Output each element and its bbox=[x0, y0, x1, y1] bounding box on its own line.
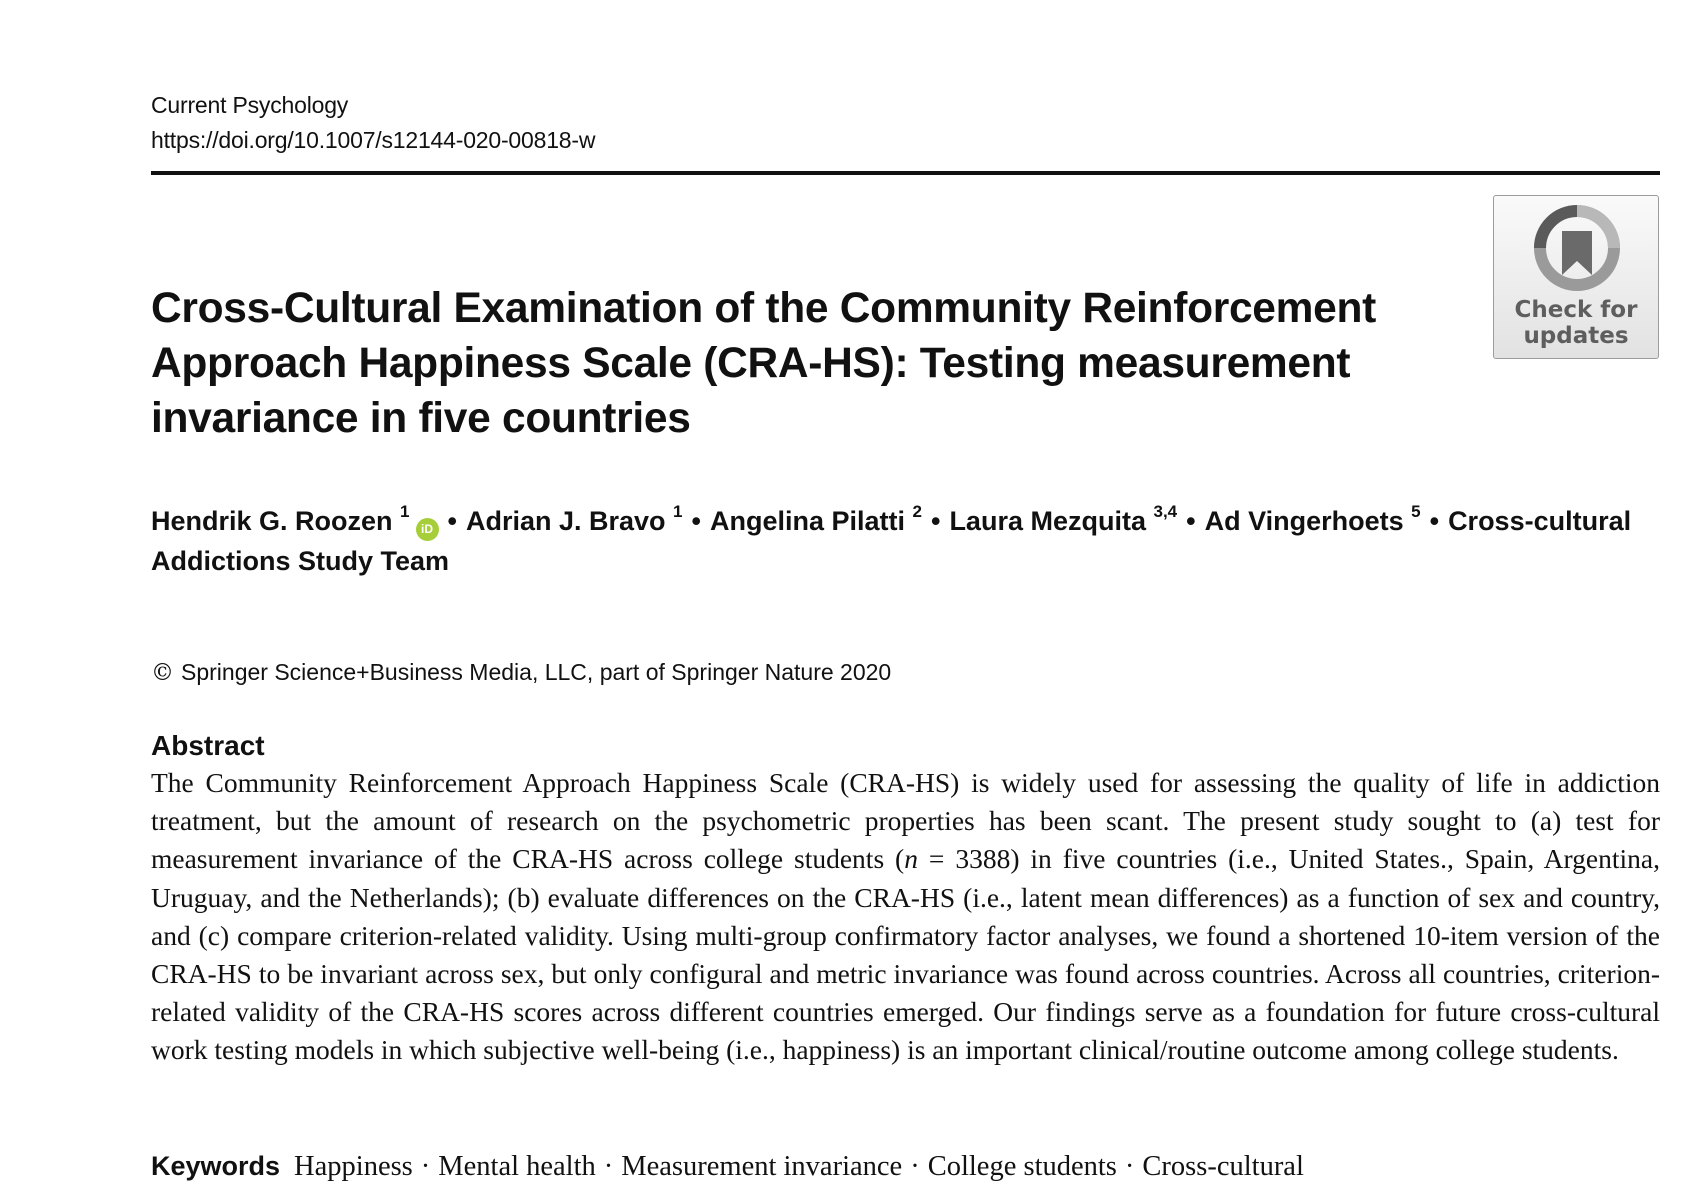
check-for-updates-button[interactable] bbox=[1493, 195, 1659, 359]
author-affiliation: 2 bbox=[912, 502, 922, 521]
orcid-icon[interactable]: iD bbox=[416, 518, 439, 541]
author[interactable] bbox=[151, 502, 439, 536]
copyright-icon: © bbox=[151, 660, 174, 686]
keyword[interactable]: Measurement invariance bbox=[621, 1151, 903, 1182]
paper-title: Cross-Cultural Examination of the Community Reinforcement Approach Happiness Scale (CRA-HS): Testing measurement invariance in five countries bbox=[151, 285, 1376, 442]
author-group[interactable]: Cross-cultural Addictions Study Team bbox=[151, 506, 1632, 576]
abstract-text-part2: ) in five countries (i.e., United States., Spain, Argentina, Uruguay, and the Netherlands); (b) evaluate differences on the CRA-HS (i.e., latent mean differences) as a function of sex and country, and (c) compare criterion-related validity. Using multi-group confirmatory factor analyses, we found a shortened 10-item version of the CRA-HS to be invariant across sex, but only configural and metric invariance was found across countries. Across all countries, criterion-related validity of the CRA-HS scores across different countries emerged. Our findings serve as a foundation for future cross-cultural work testing models in which subjective well-being (i.e., happiness) is an important clinical/routine outcome among college students. bbox=[151, 843, 1661, 1066]
crossmark-icon bbox=[1532, 203, 1622, 293]
keyword[interactable]: Happiness bbox=[294, 1151, 413, 1182]
sample-size-value: = 3388 bbox=[928, 843, 1011, 875]
author[interactable] bbox=[709, 502, 922, 536]
author[interactable] bbox=[1204, 502, 1421, 536]
author-separator: • bbox=[930, 506, 941, 536]
author-list bbox=[151, 495, 1651, 581]
keyword[interactable]: College students bbox=[927, 1151, 1117, 1182]
abstract-heading: Abstract bbox=[151, 730, 265, 761]
abstract-text-part1: The Community Reinforcement Approach Happiness Scale (CRA-HS) is widely used for assessing the quality of life in addiction treatment, but the amount of research on the psychometric properties has been scant. The present study sought to (a) test for measurement invariance of the CRA-HS across college students ( bbox=[151, 767, 1660, 875]
author[interactable] bbox=[465, 502, 683, 536]
copyright-notice bbox=[151, 655, 891, 690]
author-name: Hendrik G. Roozen bbox=[151, 506, 393, 536]
author-name: Angelina Pilatti bbox=[709, 506, 905, 536]
journal-header bbox=[151, 88, 595, 158]
keyword-separator: · bbox=[420, 1151, 431, 1182]
header-divider bbox=[151, 171, 1660, 175]
check-for-updates-label: Check for updates bbox=[1514, 297, 1638, 349]
keyword-separator: · bbox=[910, 1151, 920, 1182]
keyword[interactable]: Cross-cultural bbox=[1142, 1151, 1304, 1182]
author-separator: • bbox=[691, 506, 701, 536]
author-separator: • bbox=[1429, 506, 1440, 536]
copyright-text: Springer Science+Business Media, LLC, part of Springer Nature 2020 bbox=[181, 659, 892, 685]
sample-size-symbol: n bbox=[904, 843, 918, 875]
journal-name: Current Psychology bbox=[151, 92, 349, 118]
abstract-text bbox=[151, 764, 1660, 1070]
doi-link[interactable]: https://doi.org/10.1007/s12144-020-00818-w bbox=[151, 127, 596, 153]
keywords-label: Keywords bbox=[151, 1151, 281, 1181]
keyword-separator: · bbox=[1124, 1151, 1135, 1182]
author-affiliation: 5 bbox=[1411, 502, 1421, 521]
keywords-section bbox=[151, 1148, 1304, 1185]
author-affiliation: 3,4 bbox=[1153, 502, 1178, 521]
author-separator: • bbox=[447, 506, 457, 536]
author-name: Ad Vingerhoets bbox=[1204, 506, 1404, 536]
author-name: Laura Mezquita bbox=[949, 506, 1146, 536]
author[interactable] bbox=[949, 502, 1178, 536]
keyword-separator: · bbox=[603, 1151, 614, 1182]
author-separator: • bbox=[1186, 506, 1196, 536]
author-affiliation: 1 bbox=[400, 502, 410, 521]
keyword-list bbox=[294, 1151, 1304, 1182]
author-affiliation: 1 bbox=[673, 502, 683, 521]
keyword[interactable]: Mental health bbox=[438, 1151, 596, 1182]
author-name: Adrian J. Bravo bbox=[465, 506, 666, 536]
